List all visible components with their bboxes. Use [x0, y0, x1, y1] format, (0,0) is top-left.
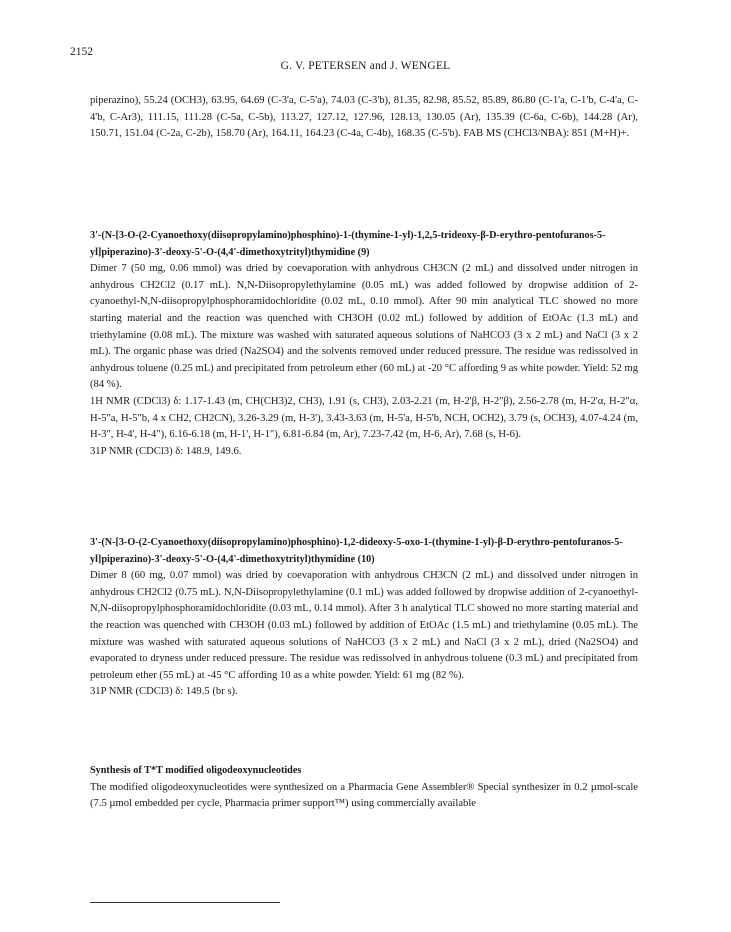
running-head: G. V. PETERSEN and J. WENGEL: [280, 60, 451, 72]
compound-9-heading: 3'-(N-[3-O-(2-Cyanoethoxy(diisopropylamino)phosphino)-1-(thymine-1-yl)-1,2,5-trideoxy-β-D-erythro-pentofuranos-5-yl]piperazino)-3'-deoxy-5'-O-(4,4'-dimethoxytrityl)thymidine (9): [90, 230, 606, 258]
synthesis-paragraph: The modified oligodeoxynucleotides were synthesized on a Pharmacia Gene Assembler® Special synthesizer in 0.2 µmol-scale (7.5 µmol embedded per cycle, Pharmacia primer support™) using commercially available: [90, 781, 638, 810]
footnote-rule: [90, 902, 280, 903]
synthesis-section: [90, 763, 638, 813]
compound-9-section: [90, 228, 638, 460]
compound-9-p-nmr: 31P NMR (CDCl3) δ: 148.9, 149.6.: [90, 445, 242, 457]
synthesis-heading: Synthesis of T*T modified oligodeoxynucleotides: [90, 765, 302, 776]
c13-nmr-continuation: piperazino), 55.24 (OCH3), 63.95, 64.69 (C-3'a, C-5'a), 74.03 (C-3'b), 81.35, 82.98, 85.52, 85.89, 86.80 (C-1'a, C-1'b, C-4'a, C-4'b, C-Ar3), 111.15, 111.28 (C-5a, C-5b), 113.27, 127.12, 127.96, 128.13, 130.05 (Ar), 135.39 (C-6a, C-6b), 144.28 (Ar), 150.71, 151.04 (C-2a, C-2b), 158.70 (Ar), 164.11, 164.23 (C-4a, C-4b), 168.35 (C-5'b). FAB MS (CHCl3/NBA): 851 (M+H)+.: [90, 95, 638, 140]
compound-9-h-nmr: 1H NMR (CDCl3) δ: 1.17-1.43 (m, CH(CH3)2, CH3), 1.91 (s, CH3), 2.03-2.21 (m, H-2'β, H-2"β), 2.56-2.78 (m, H-2'α, H-2"α, H-5"a, H-5"b, 4 x CH2, CH2CN), 3.26-3.29 (m, H-3'), 3.43-3.63 (m, H-5'a, H-5'b, NCH, OCH2), 3.79 (s, OCH3), 4.07-4.24 (m, H-3", H-4', H-4"), 6.16-6.18 (m, H-1', H-1"), 6.81-6.84 (m, Ar), 7.23-7.42 (m, H-6, Ar), 7.68 (s, H-6).: [90, 395, 638, 441]
compound-9-procedure: Dimer 7 (50 mg, 0.06 mmol) was dried by coevaporation with anhydrous CH3CN (2 mL) and dissolved under nitrogen in anhydrous CH2Cl2 (0.17 mL). N,N-Diisopropylethylamine (0.05 mL) was added followed by dropwise addition of 2-cyanoethyl-N,N-diisopropylphosphoramidochloridite (0.02 mL, 0.10 mmol). After 90 min analytical TLC showed no more starting material and the reaction was quenched with CH3OH (0.02 mL) followed by addition of EtOAc (1.3 mL) and triethylamine (0.08 mL). The mixture was washed with saturated aqueous solutions of NaHCO3 (3 x 2 mL) and NaCl (3 x 2 mL). The organic phase was dried (Na2SO4) and the solvents removed under reduced pressure. The residue was redissolved in anhydrous toluene (0.25 mL) and precipitated from petroleum ether (60 mL) at -20 °C affording 9 as white powder. Yield: 52 mg (84 %).: [90, 263, 638, 391]
page-number: 2152: [70, 46, 93, 58]
nmr-continuation-block: [90, 93, 638, 143]
compound-10-p-nmr: 31P NMR (CDCl3) δ: 149.5 (br s).: [90, 686, 238, 698]
compound-10-heading: 3'-(N-[3-O-(2-Cyanoethoxy(diisopropylamino)phosphino)-1,2-dideoxy-5-oxo-1-(thymine-1-yl)-β-D-erythro-pentofuranos-5-yl]piperazino)-3'-deoxy-5'-O-(4,4'-dimethoxytrityl)thymidine (10): [90, 537, 623, 565]
compound-10-section: [90, 535, 638, 701]
compound-10-procedure: Dimer 8 (60 mg, 0.07 mmol) was dried by coevaporation with anhydrous CH3CN (2 mL) and dissolved under nitrogen in anhydrous CH2Cl2 (0.75 mL). N,N-Diisopropylethylamine (0.1 mL) was added followed by dropwise addition of 2-cyanoethyl-N,N-diisopropylphosphoramidochloridite (0.03 mL, 0.14 mmol). After 3 h analytical TLC showed no more starting material and the reaction was quenched with CH3OH (0.03 mL) followed by addition of EtOAc (1.5 mL) and triethylamine (0.05 mL). The mixture was washed with saturated aqueous solutions of NaHCO3 (3 x 2 mL) and NaCl (3 x 2 mL), dried (Na2SO4) and evaporated to dryness under reduced pressure. The residue was redissolved in anhydrous toluene (0.3 mL) and precipitated from petroleum ether (55 mL) at -45 °C affording 10 as a white powder. Yield: 61 mg (82 %).: [90, 570, 638, 681]
